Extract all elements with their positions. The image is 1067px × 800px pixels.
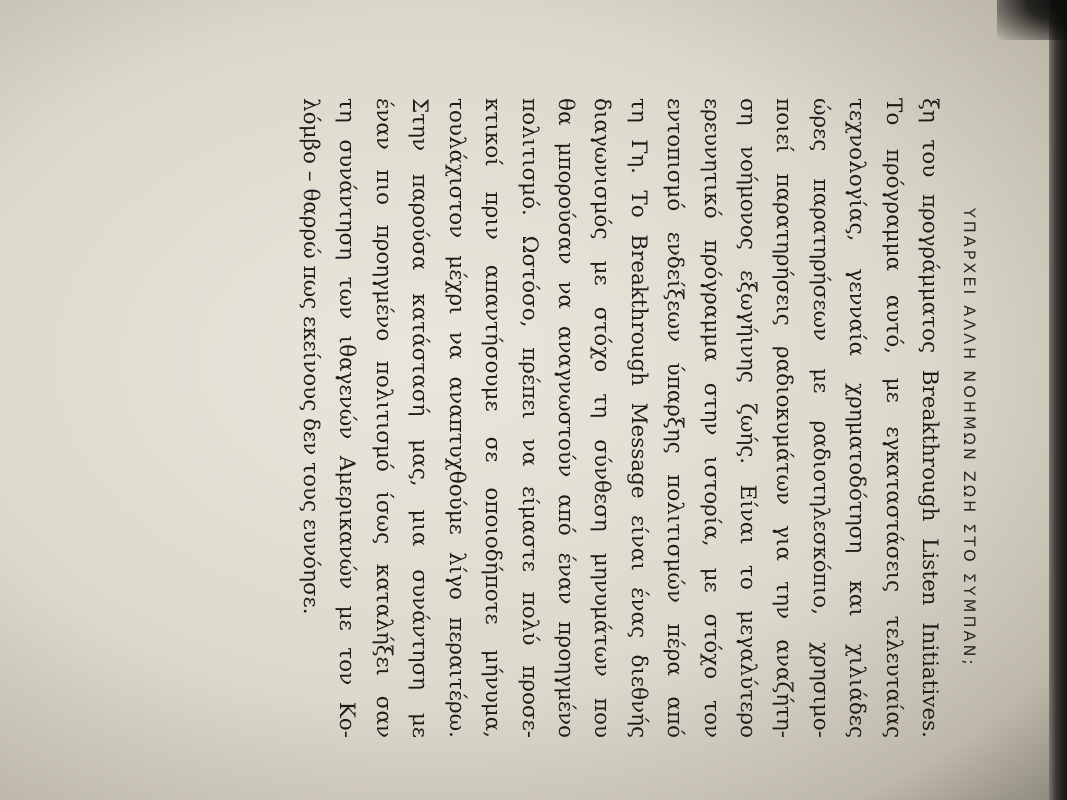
text-line: πολιτισμό. Ωστόσο, πρέπει να είμαστε πολύ προσε- (516, 98, 542, 738)
running-header: ΥΠΑΡΧΕΙ ΑΛΛΗ ΝΟΗΜΩΝ ΖΩΗ ΣΤΟ ΣΥΜΠΑΝ; (960, 208, 979, 668)
text-line: διαγωνισμός με στόχο τη σύνθεση μηνυμάτων που (589, 98, 615, 738)
text-line: εντοπισμό ενδείξεων ύπαρξης πολιτισμών πέρα από (662, 98, 688, 738)
text-line: τη Γη. Το Breakthrough Message είναι ένας διεθνής (625, 98, 651, 738)
text-line: ώρες παρατηρήσεων με ραδιοτηλεσκόπιο, χρησιμο- (807, 98, 833, 738)
text-line: θα μπορούσαν να αναγνωστούν από έναν προηγμένο (552, 98, 578, 738)
text-line: ερευνητικό πρόγραμμα στην ιστορία, με στόχο τον (698, 98, 724, 738)
corner-shadow (997, 0, 1067, 40)
text-line: έναν πιο προηγμένο πολιτισμό ίσως καταλήξει σαν (370, 98, 396, 738)
text-line: λόμβο – θαρρώ πως εκείνους δεν τους ευνόησε. (298, 98, 324, 615)
text-line: ποιεί παρατηρήσεις ραδιοκυμάτων για την αναζήτη- (771, 98, 797, 738)
text-line: Στην παρούσα κατάστασή μας, μια συνάντηση με (407, 98, 433, 738)
text-line: τουλάχιστον μέχρι να αναπτυχθούμε λίγο περαιτέρω. (443, 98, 469, 738)
text-line: τεχνολογίας, γενναία χρηματοδότηση και χιλιάδες (844, 98, 870, 738)
body-text (292, 98, 947, 738)
text-line: ση νοήμονος εξωγήινης ζωής. Είναι το μεγαλύτερο (734, 98, 760, 738)
text-line: κτικοί πριν απαντήσουμε σε οποιοδήποτε μήνυμα, (480, 98, 506, 738)
text-line: Το πρόγραμμα αυτό, με εγκαταστάσεις τελευταίας (880, 98, 906, 738)
text-line: ξη του προγράμματος Breakthrough Listen Initiatives. (917, 98, 942, 738)
text-line: τη συνάντηση των ιθαγενών Αμερικανών με τον Κο- (334, 98, 360, 738)
page-edge-shadow (1049, 0, 1067, 800)
